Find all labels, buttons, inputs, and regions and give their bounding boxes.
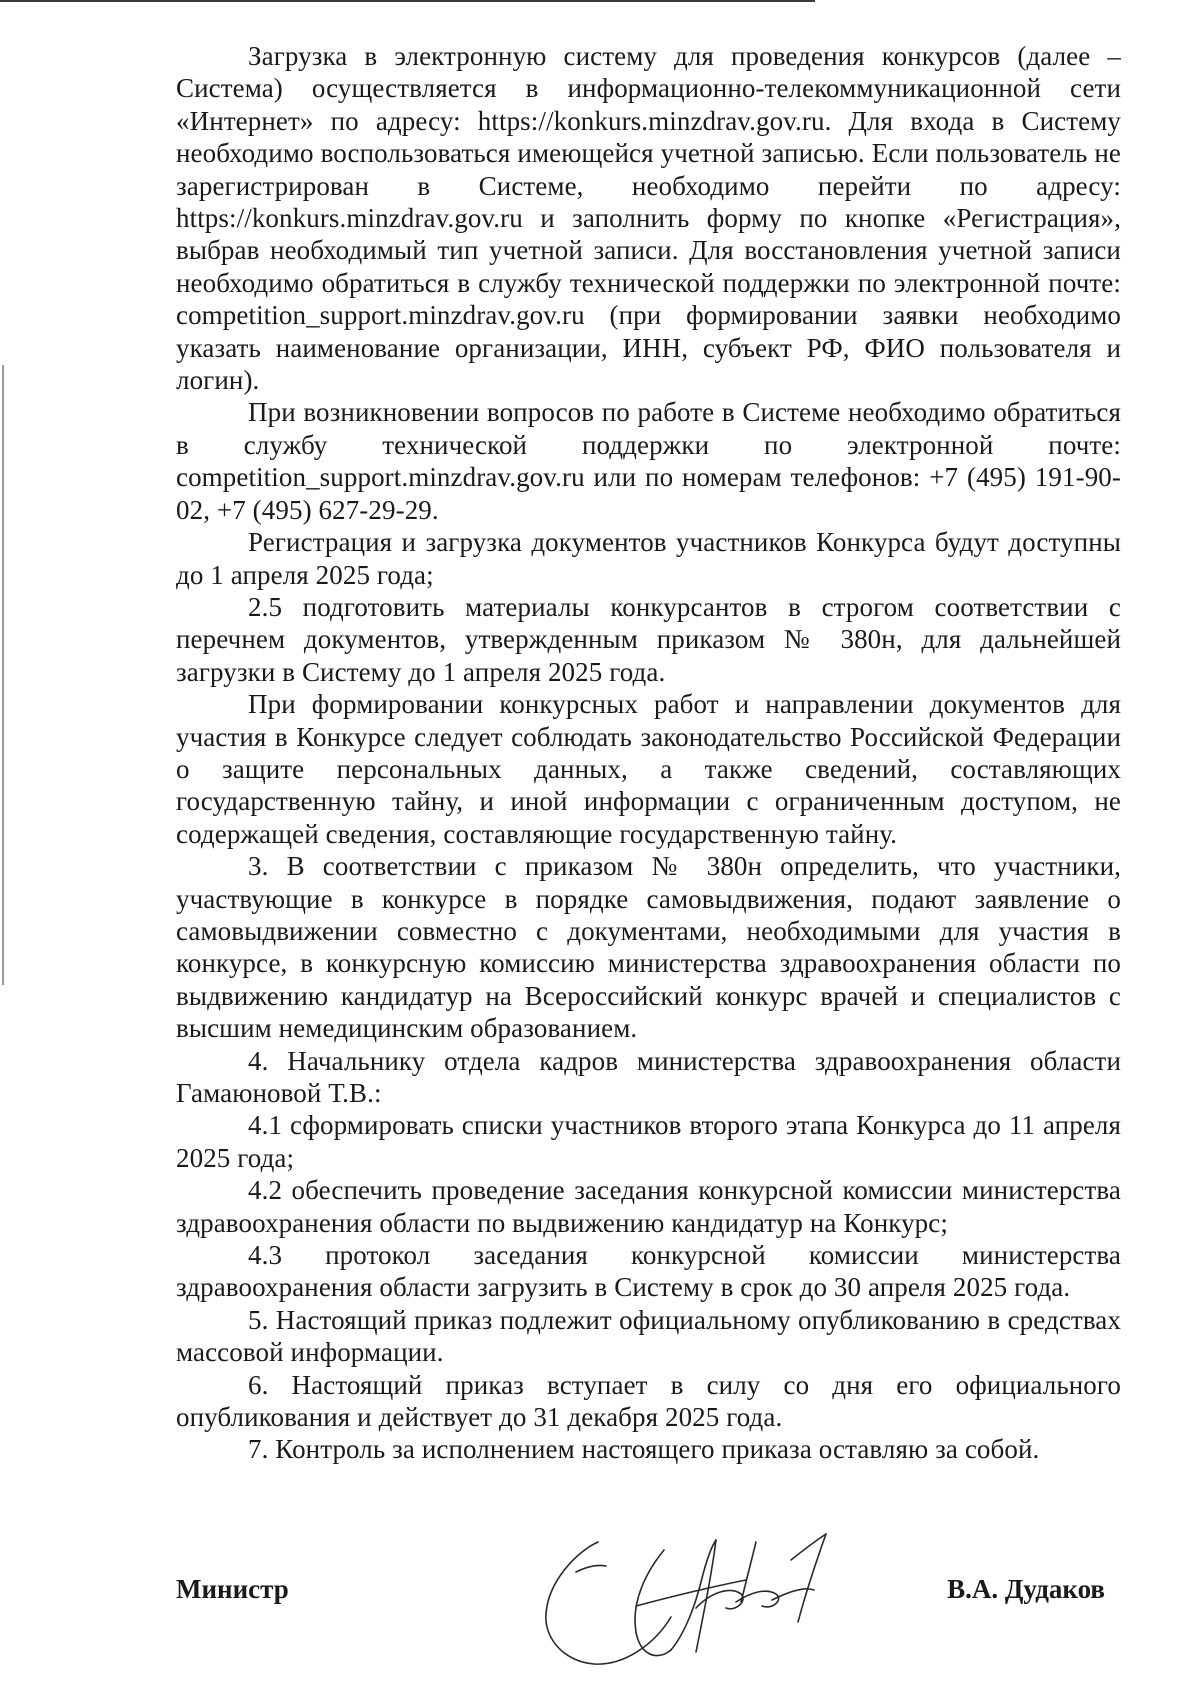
scan-edge-mark [2, 365, 4, 985]
signer-title: Министр [176, 1574, 289, 1604]
paragraph-item-4-2: 4.2 обеспечить проведение заседания конкурсной комиссии министерства здравоохранения области по выдвижению кандидатур на Конкурс; [176, 1175, 1121, 1238]
paragraph-item-5: 5. Настоящий приказ подлежит официальному опубликованию в средствах массовой информации. [176, 1304, 1121, 1368]
paragraph-item-2-5: 2.5 подготовить материалы конкурсантов в строгом соответствии с перечнем документов, утвержденным приказом № 380н, для дальнейшей загрузки в Систему до 1 апреля 2025 года. [176, 591, 1121, 687]
paragraph-item-3: 3. В соответствии с приказом № 380н определить, что участники, участвующие в конкурсе в порядке самовыдвижения, подают заявление о самовыдвижении совместно с документами, необходимыми для участия в конкурсе, в конкурсную комиссию министерства здравоохранения области по выдвижению кандидатур на Всероссийский конкурс врачей и специалистов с высшим немедицинским образованием. [176, 851, 1121, 1044]
paragraph-support-contacts: При возникновении вопросов по работе в Системе необходимо обратиться в службу технической поддержки по электронной почте: competition_support.minzdrav.gov.ru или по номерам телефонов: +7 (495) 191-90-02, +7 (495) 627-29-29. [176, 397, 1121, 525]
document-body [176, 40, 1121, 1466]
paragraph-system-upload: Загрузка в электронную систему для проведения конкурсов (далее – Система) осуществляется в информационно-телекоммуникационной сети «Интернет» по адресу: https://konkurs.minzdrav.gov.ru. Для входа в Систему необходимо воспользоваться имеющейся учетной записью. Если пользователь не зарегистрирован в Системе, необходимо перейти по адресу: https://konkurs.minzdrav.gov.ru и заполнить форму по кнопке «Регистрация», выбрав необходимый тип учетной записи. Для восстановления учетной записи необходимо обратиться в службу технической поддержки по электронной почте: competition_support.minzdrav.gov.ru (при формировании заявки необходимо указать наименование организации, ИНН, субъект РФ, ФИО пользователя и логин). [176, 41, 1121, 396]
signature-block [176, 1530, 1121, 1690]
signer-name: В.А. Дудаков [947, 1574, 1105, 1604]
paragraph-item-6: 6. Настоящий приказ вступает в силу со дня его официального опубликования и действует до 31 декабря 2025 года. [176, 1369, 1121, 1433]
top-rule [0, 0, 815, 2]
paragraph-item-7: 7. Контроль за исполнением настоящего приказа оставляю за собой. [248, 1434, 1040, 1465]
paragraph-item-4-3: 4.3 протокол заседания конкурсной комиссии министерства здравоохранения области загрузить в Систему в срок до 30 апреля 2025 года. [176, 1240, 1121, 1303]
paragraph-item-4-1: 4.1 сформировать списки участников второго этапа Конкурса до 11 апреля 2025 года; [176, 1110, 1121, 1173]
paragraph-registration-deadline: Регистрация и загрузка документов участников Конкурса будут доступны до 1 апреля 2025 года; [176, 527, 1121, 590]
paragraph-item-4: 4. Начальнику отдела кадров министерства здравоохранения области Гамаюновой Т.В.: [176, 1045, 1121, 1108]
paragraph-personal-data: При формировании конкурсных работ и направлении документов для участия в Конкурсе следует соблюдать законодательство Российской Федерации о защите персональных данных, а также сведений, составляющих государственную тайну, и иной информации с ограниченным доступом, не содержащей сведения, составляющие государственную тайну. [176, 689, 1121, 849]
handwritten-signature-icon [536, 1522, 866, 1687]
